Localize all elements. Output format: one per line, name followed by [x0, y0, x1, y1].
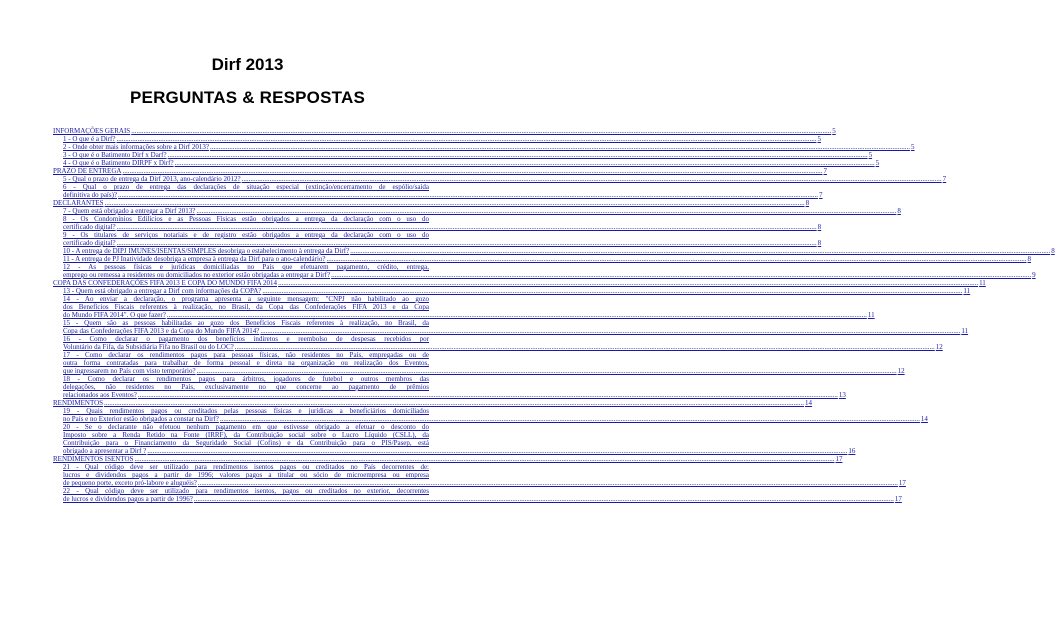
toc-question-link[interactable] [53, 135, 821, 143]
toc-entry-text: 18 - Como declarar os rendimentos pagos para árbitros, jogadores de futebol e outros membros das [63, 375, 429, 383]
toc-question-link[interactable] [53, 175, 947, 183]
toc-entry-text: certificado digital? [63, 239, 116, 247]
toc-leader-dots: ................................................................................................................................................................................................................................................................................................................................................................................................................ [219, 415, 920, 423]
toc-leader-dots: ................................................................................................................................................................................................................................................................................................................................................................................................................ [137, 391, 838, 399]
toc-question-link[interactable] [53, 215, 822, 231]
toc-entry-text: do Mundo FIFA 2014". O que fazer? [63, 311, 166, 319]
toc-section-link[interactable] [53, 399, 813, 407]
toc-leader-dots: ................................................................................................................................................................................................................................................................................................................................................................................................................ [278, 279, 979, 287]
toc-entry-text: 4 - O que é o Batimento DIRPF x Dirf? [63, 159, 174, 167]
toc-entry-text: 1 - O que é a Dirf? [63, 135, 116, 143]
toc-section-link[interactable] [53, 199, 810, 207]
toc-page-number: 8 [897, 207, 901, 215]
toc-question-link[interactable] [53, 335, 943, 351]
toc-entry-text: Voluntário da Fifa, da Subsidiária Fifa no Brasil ou do LOC? [63, 343, 234, 351]
toc-entry-text: dos Benefícios Fiscais referentes à realização, no Brasil, da Copa das Confederações FIFA 2013 e da Copa [63, 303, 429, 311]
toc-entry-text: obrigado a apresentar a Dirf ? [63, 447, 147, 455]
toc-question-link[interactable] [53, 183, 823, 199]
toc-page-number: 17 [894, 495, 902, 503]
toc-page-number: 5 [832, 127, 836, 135]
toc-question-link[interactable] [53, 207, 901, 215]
toc-leader-dots: ................................................................................................................................................................................................................................................................................................................................................................................................................ [104, 399, 805, 407]
toc-leader-dots: ................................................................................................................................................................................................................................................................................................................................................................................................................ [116, 223, 817, 231]
toc-entry-text: lucros e dividendos pagos a partir de 1996; valores pagos a titular ou sócio de microempresa ou empresa [63, 471, 429, 479]
toc-entry-text: 6 - Qual o prazo de entrega das declarações de situação especial (extinção/encerramento de espólio/saída [63, 183, 429, 191]
toc-leader-dots: ................................................................................................................................................................................................................................................................................................................................................................................................................ [104, 199, 805, 207]
toc-page-number: 17 [898, 479, 906, 487]
toc-section-link[interactable] [53, 127, 836, 135]
toc-entry-text: outra forma contratadas para trabalhar de forma pessoal e direta na organização ou realização dos Eventos, [63, 359, 429, 367]
toc-question-link[interactable] [53, 375, 846, 399]
toc-question-link[interactable] [53, 487, 902, 503]
toc-entry-text: 2 - Onde obter mais informações sobre a Dirf 2013? [63, 143, 209, 151]
toc-entry-text: 14 - Ao enviar a declaração, o programa apresenta a seguinte mensagem: "CNPJ não habilitado ao gozo [63, 295, 429, 303]
toc-question-link[interactable] [53, 351, 905, 375]
toc-section-link[interactable] [53, 167, 827, 175]
toc-entry-text: 19 - Quais rendimentos pagos ou creditados pelas pessoas físicas e jurídicas a beneficiários domiciliados [63, 407, 429, 415]
toc-leader-dots: ................................................................................................................................................................................................................................................................................................................................................................................................................ [174, 159, 875, 167]
toc-entry-text: 13 - Quem está obrigado a entregar a Dirf com informações da COPA? [63, 287, 262, 295]
toc-page-number: 11 [961, 327, 969, 335]
toc-entry-text: delegações, não residentes no País, exclusivamente no que concerne ao pagamento de prêmios [63, 383, 429, 391]
toc-page-number: 11 [867, 311, 875, 319]
toc-question-link[interactable] [53, 247, 1055, 255]
toc-leader-dots: ................................................................................................................................................................................................................................................................................................................................................................................................................ [331, 271, 1032, 279]
toc-question-link[interactable] [53, 463, 906, 487]
toc-entry-text: PRAZO DE ENTREGA [53, 167, 122, 175]
toc-question-link[interactable] [53, 263, 1036, 279]
toc-entry-text: de lucros e dividendos pagos a partir de 1996? [63, 495, 193, 503]
toc-entry-text: 17 - Como declarar os rendimentos pagos para pessoas físicas, não residentes no País, empregadas ou de [63, 351, 429, 359]
toc-entry-text: definitiva do país)? [63, 191, 118, 199]
toc-entry-text: 7 - Quem está obrigado a entregar a Dirf 2013? [63, 207, 196, 215]
toc-page-number: 16 [848, 447, 856, 455]
toc-entry-text: 5 - Qual o prazo de entrega da Dirf 2013, ano-calendário 2012? [63, 175, 241, 183]
toc-entry-text: no País e no Exterior estão obrigados a constar na Dirf? [63, 415, 219, 423]
toc-question-link[interactable] [53, 159, 880, 167]
toc-leader-dots: ................................................................................................................................................................................................................................................................................................................................................................................................................ [209, 143, 910, 151]
toc-entry-text: RENDIMENTOS ISENTOS [53, 455, 134, 463]
toc-page-number: 11 [979, 279, 986, 287]
toc-leader-dots: ................................................................................................................................................................................................................................................................................................................................................................................................................ [193, 495, 894, 503]
toc-page-number: 5 [868, 151, 873, 159]
toc-page-number: 8 [1051, 247, 1055, 255]
toc-leader-dots: ................................................................................................................................................................................................................................................................................................................................................................................................................ [350, 247, 1051, 255]
toc-entry-text: que ingressarem no País com visto temporário? [63, 367, 196, 375]
toc-leader-dots: ................................................................................................................................................................................................................................................................................................................................................................................................................ [234, 343, 935, 351]
document-title: Dirf 2013 [211, 55, 284, 74]
toc-page-number: 14 [920, 415, 928, 423]
toc-question-link[interactable] [53, 295, 875, 319]
toc-question-link[interactable] [53, 143, 915, 151]
toc-leader-dots: ................................................................................................................................................................................................................................................................................................................................................................................................................ [197, 479, 898, 487]
toc-entry-text: 15 - Quem são as pessoas habilitadas ao gozo dos Benefícios Fiscais referentes à realização, no Brasil, da [63, 319, 429, 327]
toc-entry-text: RENDIMENTOS [53, 399, 104, 407]
toc-page-number: 7 [823, 167, 827, 175]
toc-entry-text: relacionados aos Eventos? [63, 391, 137, 399]
toc-question-link[interactable] [53, 151, 873, 159]
toc-page-number: 12 [935, 343, 943, 351]
toc-page-number: 7 [819, 191, 823, 199]
toc-page-number: 8 [817, 239, 822, 247]
toc-entry-text: 12 - As pessoas físicas e jurídicas domiciliadas no País que efetuarem pagamento, crédito, entrega, [63, 263, 429, 271]
toc-entry-text: 16 - Como declarar o pagamento dos benefícios indiretos e reembolso de despesas recebidos por [63, 335, 429, 343]
toc-page-number: 11 [963, 287, 971, 295]
toc-leader-dots: ................................................................................................................................................................................................................................................................................................................................................................................................................ [167, 151, 868, 159]
toc-page-number: 7 [942, 175, 947, 183]
toc-leader-dots: ................................................................................................................................................................................................................................................................................................................................................................................................................ [116, 239, 817, 247]
toc-entry-text: 8 - Os Condomínios Edilícios e as Pessoas Físicas estão obrigados a entrega da declaração com o uso do [63, 215, 429, 223]
toc-entry-text: 3 - O que é o Batimento Dirf x Darf? [63, 151, 167, 159]
toc-question-link[interactable] [53, 287, 971, 295]
toc-leader-dots: ................................................................................................................................................................................................................................................................................................................................................................................................................ [260, 327, 961, 335]
document-subtitle: PERGUNTAS & RESPOSTAS [130, 88, 365, 107]
toc-leader-dots: ................................................................................................................................................................................................................................................................................................................................................................................................................ [166, 311, 867, 319]
toc-question-link[interactable] [53, 423, 856, 455]
toc-leader-dots: ................................................................................................................................................................................................................................................................................................................................................................................................................ [116, 135, 817, 143]
toc-page-number: 13 [838, 391, 846, 399]
toc-section-link[interactable] [53, 455, 843, 463]
toc-leader-dots: ................................................................................................................................................................................................................................................................................................................................................................................................................ [134, 455, 835, 463]
toc-section-link[interactable] [53, 279, 986, 287]
toc-page-number: 8 [805, 199, 810, 207]
toc-question-link[interactable] [53, 407, 928, 423]
toc-page-number: 8 [1027, 255, 1032, 263]
toc-entry-text: INFORMAÇÕES GERAIS [53, 127, 131, 135]
toc-page-number: 5 [875, 159, 880, 167]
toc-entry-text: de pequeno porte, exceto pró-labore e aluguéis? [63, 479, 197, 487]
toc-leader-dots: ................................................................................................................................................................................................................................................................................................................................................................................................................ [147, 447, 848, 455]
toc-leader-dots: ................................................................................................................................................................................................................................................................................................................................................................................................................ [326, 255, 1027, 263]
toc-leader-dots: ................................................................................................................................................................................................................................................................................................................................................................................................................ [196, 207, 897, 215]
toc-entry-text: 22 - Qual código deve ser utilizado para rendimentos isentos, pagos ou creditados no exterior, decorrentes [63, 487, 429, 495]
toc-leader-dots: ................................................................................................................................................................................................................................................................................................................................................................................................................ [262, 287, 963, 295]
toc-entry-text: Contribuição para o Financiamento da Seguridade Social (Cofins) e da Contribuição para o PIS/Pasep, está [63, 439, 429, 447]
toc-entry-text: Copa das Confederações FIFA 2013 e da Copa do Mundo FIFA 2014? [63, 327, 260, 335]
toc-entry-text: 21 - Qual código deve ser utilizado para rendimentos isentos pagos ou creditados no País decorrentes de: [63, 463, 429, 471]
toc-page-number: 17 [835, 455, 843, 463]
toc-entry-text: certificado digital? [63, 223, 116, 231]
toc-leader-dots: ................................................................................................................................................................................................................................................................................................................................................................................................................ [122, 167, 823, 175]
toc-leader-dots: ................................................................................................................................................................................................................................................................................................................................................................................................................ [241, 175, 942, 183]
toc-page-number: 5 [910, 143, 915, 151]
toc-entry-text: 20 - Se o declarante não efetuou nenhum pagamento em que estivesse obrigado a efetuar o desconto do [63, 423, 429, 431]
toc-page-number: 9 [1032, 271, 1036, 279]
toc-page-number: 14 [805, 399, 813, 407]
toc-page-number: 8 [817, 223, 822, 231]
toc-leader-dots: ................................................................................................................................................................................................................................................................................................................................................................................................................ [196, 367, 897, 375]
toc-question-link[interactable] [53, 231, 822, 247]
toc-entry-text: 10 - A entrega de DIPJ IMUNES/ISENTAS/SIMPLES desobriga o estabelecimento à entrega da Dirf? [63, 247, 350, 255]
toc-leader-dots: ................................................................................................................................................................................................................................................................................................................................................................................................................ [118, 191, 819, 199]
toc-entry-text: DECLARANTES [53, 199, 104, 207]
toc-entry-text: 9 - Os titulares de serviços notariais e de registro estão obrigados a entrega da declaração com o uso do [63, 231, 429, 239]
toc-page-number: 12 [897, 367, 905, 375]
toc-question-link[interactable] [53, 319, 969, 335]
toc-entry-text: emprego ou remessa a residentes ou domiciliados no exterior estão obrigadas a entregar a Dirf? [63, 271, 331, 279]
toc-leader-dots: ................................................................................................................................................................................................................................................................................................................................................................................................................ [131, 127, 832, 135]
toc-entry-text: 11 - A entrega de PJ Inatividade desobriga a empresa à entrega da Dirf para o ano-calendário? [63, 255, 326, 263]
toc-page-number: 5 [817, 135, 821, 143]
toc-question-link[interactable] [53, 255, 1032, 263]
toc-entry-text: Imposto sobre a Renda Retido na Fonte (IRRF), da Contribuição social sobre o Lucro Líquido (CSLL), da [63, 431, 429, 439]
toc-entry-text: COPA DAS CONFEDERAÇÕES FIFA 2013 E COPA DO MUNDO FIFA 2014 [53, 279, 278, 287]
table-of-contents [53, 127, 1055, 503]
